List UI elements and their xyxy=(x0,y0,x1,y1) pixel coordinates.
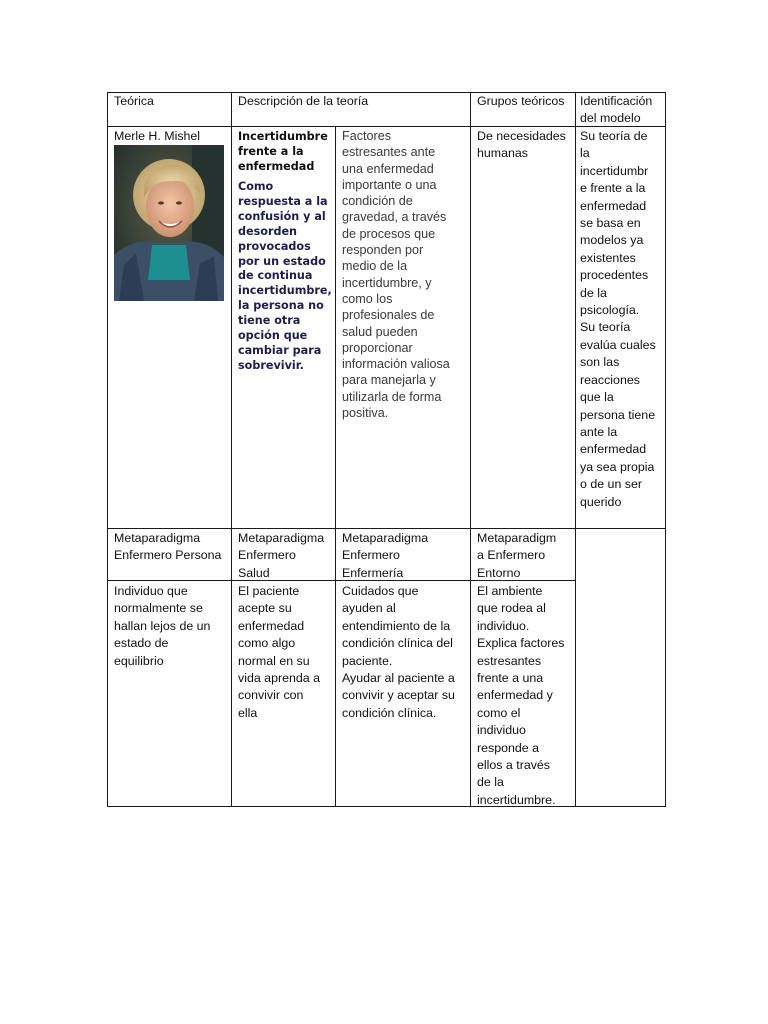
header-teorica: Teórica xyxy=(114,94,154,108)
header-descripcion: Descripción de la teoría xyxy=(238,94,369,108)
entorno-description: El ambiente que rodea al individuo. Explica factores estresantes frente a una enfermedad y como el individuo responde a ellos a través de la incertidumbre. xyxy=(477,584,565,807)
description-detail: Factores estresantes ante una enfermedad importante o una condición de gravedad, a través de procesos que responden por medio de la incertidumbre, y como los profesionales de salud pueden proporcionar información valiosa para manejarla y utilizarla de forma positiva. xyxy=(342,129,450,421)
model-identification: Su teoría de la incertidumbr e frente a la enfermedad se basa en modelos ya existentes procedentes de la psicología. Su teoría evalúa cuales son las reacciones que la persona tiene ante la enfermedad ya sea propia o de un ser querido xyxy=(580,129,656,509)
theorist-photo xyxy=(114,145,224,301)
metaparadigm-entorno-header: Metaparadigm a Enfermero Entorno xyxy=(477,531,557,580)
metaparadigm-salud-header: Metaparadigma Enfermero Salud xyxy=(238,531,325,580)
header-identificacion: Identificación del modelo xyxy=(580,94,653,126)
table-border-bottom xyxy=(107,806,666,807)
salud-description: El paciente acepte su enfermedad como algo normal en su vida aprenda a convivir con ella xyxy=(238,584,320,720)
table-col-divider-2 xyxy=(470,92,471,807)
persona-description: Individuo que normalmente se hallan lejos de un estado de equilibrio xyxy=(114,584,211,668)
description-title: Incertidumbre frente a la enfermedad xyxy=(238,130,328,173)
description-summary xyxy=(238,180,332,374)
table-col-divider-1 xyxy=(231,92,232,807)
table-col-divider-3 xyxy=(575,92,576,807)
theorist-name: Merle H. Mishel xyxy=(114,129,201,143)
header-grupos: Grupos teóricos xyxy=(477,94,565,108)
enfermeria-description: Cuidados que ayuden al entendimiento de la condición clínica del paciente. Ayudar al paciente a convivir y aceptar su condición clínica. xyxy=(342,584,455,720)
theory-group: De necesidades humanas xyxy=(477,129,566,161)
metaparadigm-persona-header: Metaparadigma Enfermero Persona xyxy=(114,531,222,563)
description-summary-text: Como respuesta a la confusión y al desorden provocados por un estado de continua incertidumbre, la persona no tiene otra opción que cambiar para sobrevivir. xyxy=(238,180,332,372)
table-border-right xyxy=(665,92,666,807)
metaparadigm-enfermeria-header: Metaparadigma Enfermero Enfermería xyxy=(342,531,429,580)
table-col-divider-1b xyxy=(335,126,336,807)
table-row-divider-2 xyxy=(107,528,666,529)
table-border-left xyxy=(107,92,108,807)
portrait-image xyxy=(114,145,224,301)
